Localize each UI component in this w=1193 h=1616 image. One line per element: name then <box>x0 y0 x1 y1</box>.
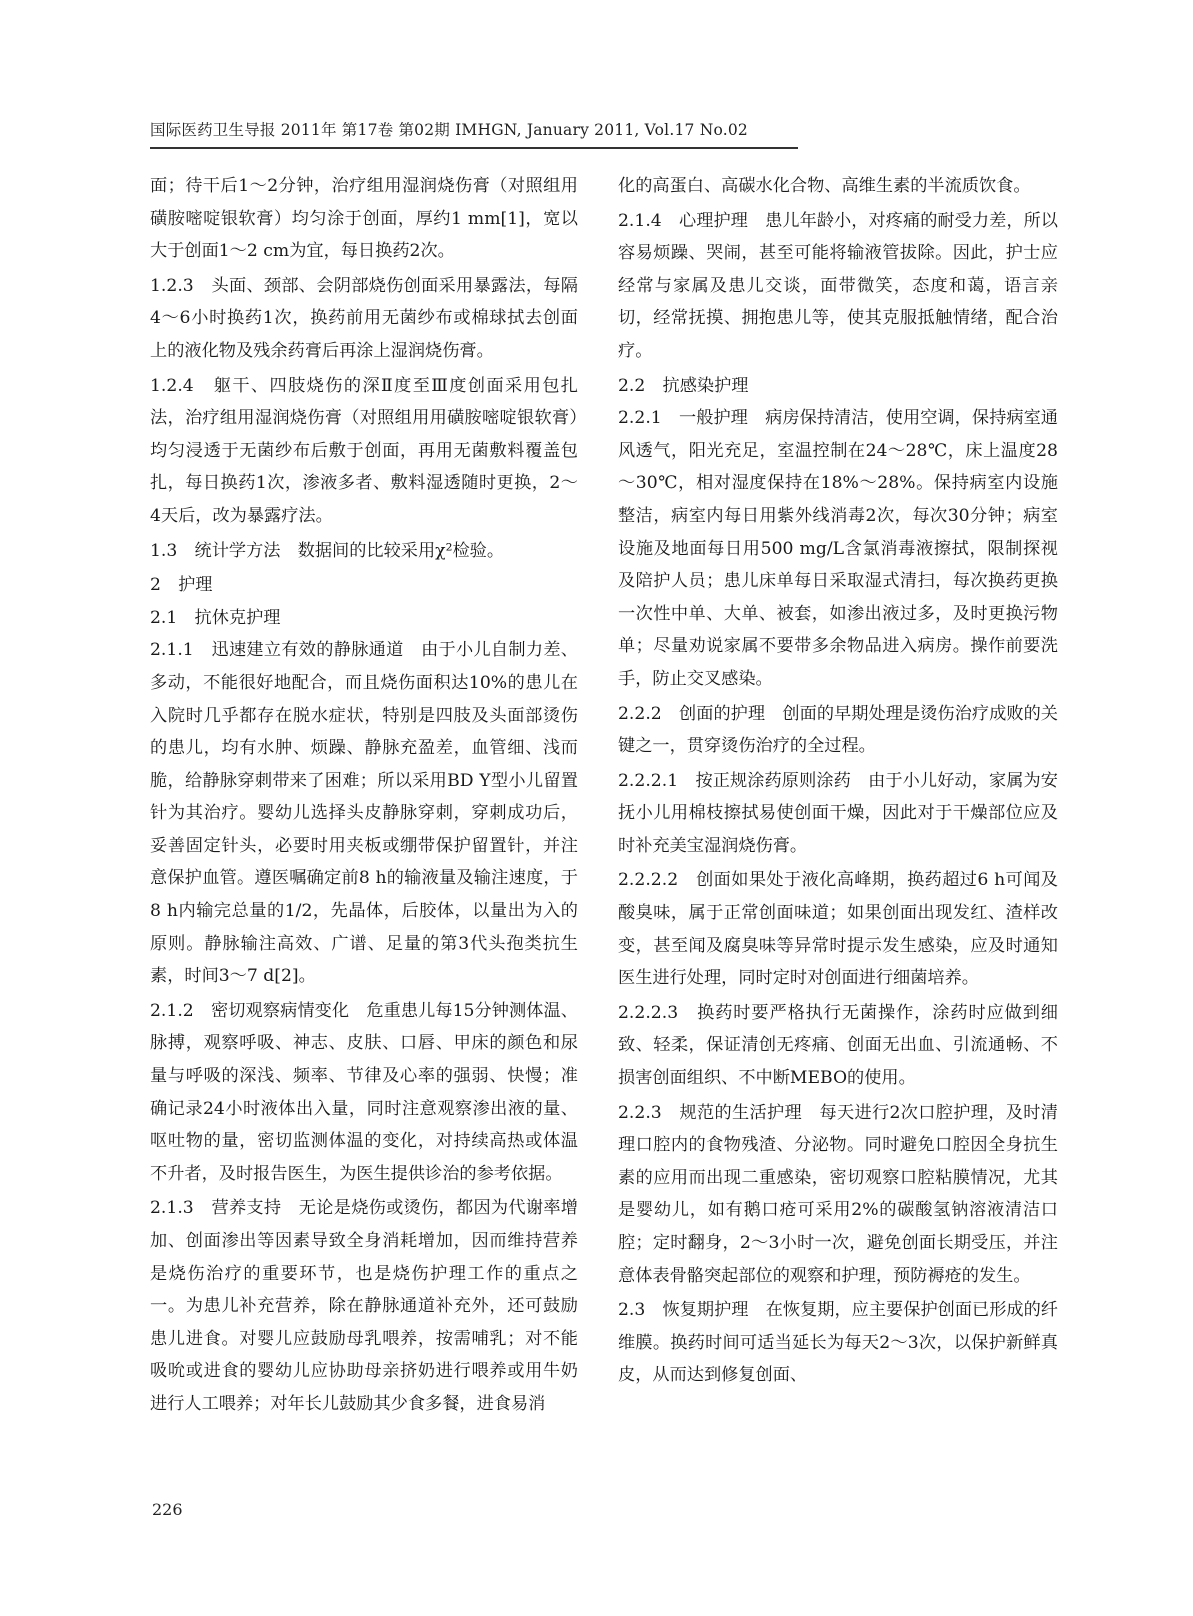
paragraph: 2.1.4 心理护理 患儿年龄小，对疼痛的耐受力差，所以容易烦躁、哭闹，甚至可能将输液管拔除。因此，护士应经常与家属及患儿交谈，面带微笑，态度和蔼，语言亲切，经常抚摸、拥抱患儿等，使其克服抵触情绪，配合治疗。 <box>618 210 1058 361</box>
running-header: 国际医药卫生导报 2011年 第17卷 第02期 IMHGN, January 2011, Vol.17 No.02 <box>150 121 748 139</box>
section-heading: 2 护理 <box>150 575 213 596</box>
paragraph: 2.2.2.2 创面如果处于液化高峰期，换药超过6 h可闻及酸臭味，属于正常创面味道；如果创面出现发红、渣样改变，甚至闻及腐臭味等异常时提示发生感染，应及时通知医生进行处理，同时定时对创面进行细菌培养。 <box>618 870 1058 989</box>
paragraph: 2.1.3 营养支持 无论是烧伤或烫伤，都因为代谢率增加、创面渗出等因素导致全身消耗增加，因而维持营养是烧伤治疗的重要环节，也是烧伤护理工作的重点之一。为患儿补充营养，除在静脉通道补充外，还可鼓励患儿进食。对婴儿应鼓励母乳喂养，按需哺乳；对不能吸吮或进食的婴幼儿应协助母亲挤奶进行喂养或用牛奶进行人工喂养；对年长儿鼓励其少食多餐，进食易消 <box>150 1198 578 1414</box>
paragraph: 2.1.1 迅速建立有效的静脉通道 由于小儿自制力差、多动，不能很好地配合，而且烧伤面积达10%的患儿在入院时几乎都存在脱水症状，特别是四肢及头面部烫伤的患儿，均有水肿、烦躁、静脉充盈差，血管细、浅而脆，给静脉穿刺带来了困难；所以采用BD Y型小儿留置针为其治疗。婴幼儿选择头皮静脉穿刺，穿刺成功后，妥善固定针头，必要时用夹板或绷带保护留置针，并注意保护血管。遵医嘱确定前8 h的输液量及输注速度，于8 h内输完总量的1/2，先晶体，后胶体，以量出为入的原则。静脉输注高效、广谱、足量的第3代头孢类抗生素，时间3～7 d[2]。 <box>150 640 578 987</box>
header-rule <box>150 147 798 149</box>
left-column <box>150 170 578 1490</box>
paragraph: 1.2.3 头面、颈部、会阴部烧伤创面采用暴露法，每隔4～6小时换药1次，换药前用无菌纱布或棉球拭去创面上的液化物及残余药膏后再涂上湿润烧伤膏。 <box>150 275 578 361</box>
section-heading: 2.1 抗休克护理 <box>150 607 281 628</box>
page-number: 226 <box>152 1500 183 1519</box>
paragraph: 面；待干后1～2分钟，治疗组用湿润烧伤膏（对照组用磺胺嘧啶银软膏）均匀涂于创面，厚约1 mm[1]，宽以大于创面1～2 cm为宜，每日换药2次。 <box>150 176 578 262</box>
section-heading: 2.2 抗感染护理 <box>618 375 749 396</box>
paragraph: 2.3 恢复期护理 在恢复期，应主要保护创面已形成的纤维膜。换药时间可适当延长为每天2～3次，以保护新鲜真皮，从而达到修复创面、 <box>618 1300 1058 1386</box>
right-column <box>618 170 1058 1490</box>
paragraph: 2.2.2.1 按正规涂药原则涂药 由于小儿好动，家属为安抚小儿用棉枝擦拭易使创面干燥，因此对于干燥部位应及时补充美宝湿润烧伤膏。 <box>618 770 1058 856</box>
paragraph: 1.3 统计学方法 数据间的比较采用χ²检验。 <box>150 540 505 561</box>
paragraph: 化的高蛋白、高碳水化合物、高维生素的半流质饮食。 <box>618 176 1031 196</box>
paragraph: 2.2.2 创面的护理 创面的早期处理是烫伤治疗成败的关键之一，贯穿烫伤治疗的全过程。 <box>618 703 1058 757</box>
paragraph: 2.2.3 规范的生活护理 每天进行2次口腔护理，及时清理口腔内的食物残渣、分泌物。同时避免口腔因全身抗生素的应用而出现二重感染，密切观察口腔粘膜情况，尤其是婴幼儿，如有鹅口疮可采用2%的碳酸氢钠溶液清洁口腔；定时翻身，2～3小时一次，避免创面长期受压，并注意体表骨骼突起部位的观察和护理，预防褥疮的发生。 <box>618 1102 1058 1286</box>
paragraph: 2.2.1 一般护理 病房保持清洁，使用空调，保持病室通风透气，阳光充足，室温控制在24～28℃，床上温度28～30℃，相对湿度保持在18%～28%。保持病室内设施整洁，病室内每日用紫外线消毒2次，每次30分钟；病室设施及地面每日用500 mg/L含氯消毒液擦拭，限制探视及陪护人员；患儿床单每日采取湿式清扫，每次换药更换一次性中单、大单、被套，如渗出液过多，及时更换污物单；尽量劝说家属不要带多余物品进入病房。操作前要洗手，防止交叉感染。 <box>618 408 1058 689</box>
paragraph: 1.2.4 躯干、四肢烧伤的深Ⅱ度至Ⅲ度创面采用包扎法，治疗组用湿润烧伤膏（对照组用用磺胺嘧啶银软膏）均匀浸透于无菌纱布后敷于创面，再用无菌敷料覆盖包扎，每日换药1次，渗液多者、敷料湿透随时更换，2～4天后，改为暴露疗法。 <box>150 375 578 526</box>
paragraph: 2.1.2 密切观察病情变化 危重患儿每15分钟测体温、脉搏，观察呼吸、神志、皮肤、口唇、甲床的颜色和尿量与呼吸的深浅、频率、节律及心率的强弱、快慢；准确记录24小时液体出入量，同时注意观察渗出液的量、呕吐物的量，密切监测体温的变化，对持续高热或体温不升者，及时报告医生，为医生提供诊治的参考依据。 <box>150 1000 578 1184</box>
paragraph: 2.2.2.3 换药时要严格执行无菌操作，涂药时应做到细致、轻柔，保证清创无疼痛、创面无出血、引流通畅、不损害创面组织、不中断MEBO的使用。 <box>618 1002 1058 1089</box>
